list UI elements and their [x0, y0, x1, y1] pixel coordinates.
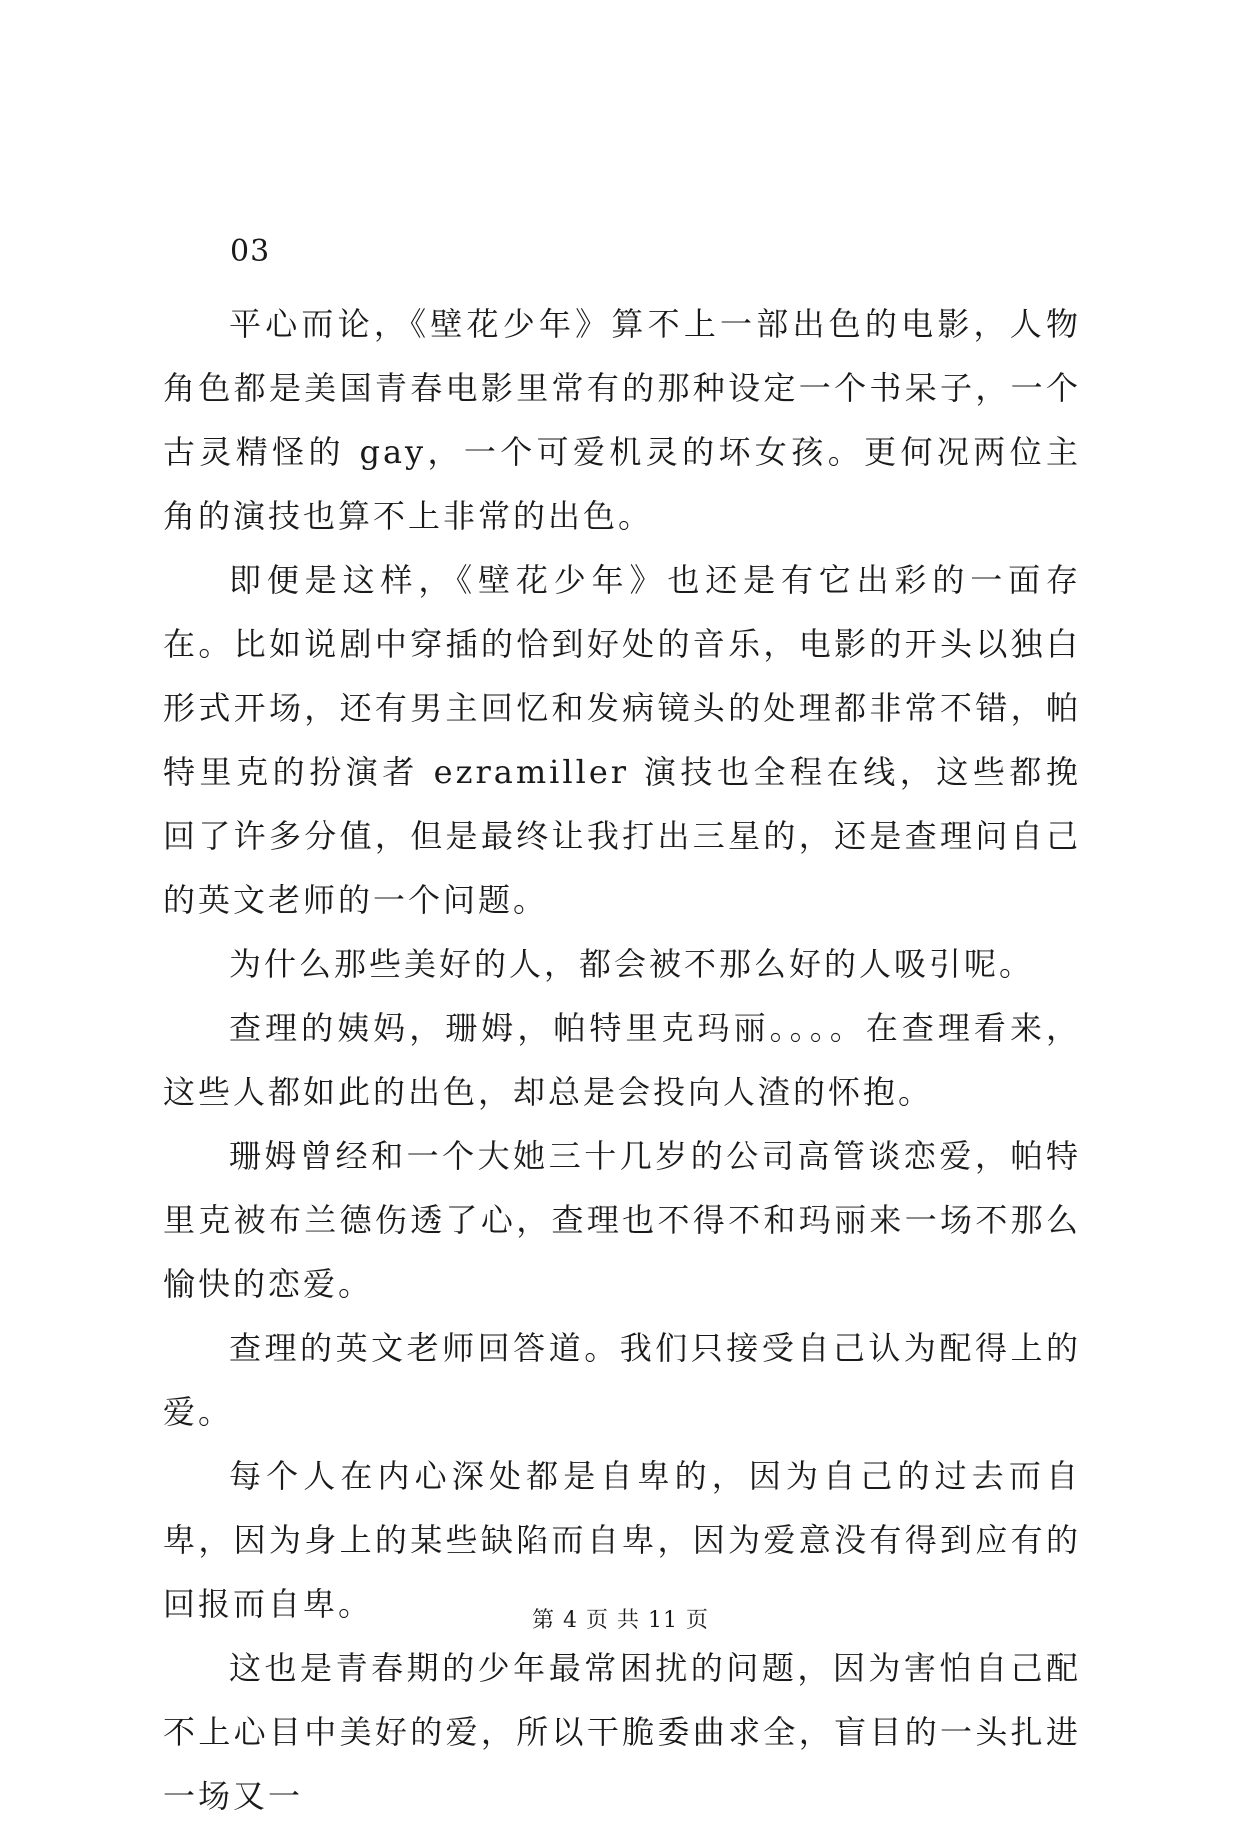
- paragraph: 每个人在内心深处都是自卑的，因为自己的过去而自卑，因为身上的某些缺陷而自卑，因为爱意没有得到应有的回报而自卑。: [163, 1457, 1081, 1623]
- paragraph: 查理的英文老师回答道。我们只接受自己认为配得上的爱。: [163, 1329, 1081, 1431]
- paragraph: 查理的姨妈，珊姆，帕特里克玛丽。。。。在查理看来，这些人都如此的出色，却总是会投向人渣的怀抱。: [163, 1009, 1081, 1111]
- paragraph: 这也是青春期的少年最常困扰的问题，因为害怕自己配不上心目中美好的爱，所以干脆委曲求全，盲目的一头扎进一场又一: [163, 1649, 1081, 1815]
- paragraph: 为什么那些美好的人，都会被不那么好的人吸引呢。: [229, 945, 1035, 983]
- paragraph: 珊姆曾经和一个大她三十几岁的公司高管谈恋爱，帕特里克被布兰德伤透了心，查理也不得不和玛丽来一场不那么愉快的恋爱。: [163, 1137, 1081, 1303]
- paragraph: 即便是这样，《壁花少年》也还是有它出彩的一面存在。比如说剧中穿插的恰到好处的音乐，电影的开头以独白形式开场，还有男主回忆和发病镜头的处理都非常不错，帕特里克的扮演者 ezramiller 演技也全程在线，这些都挽回了许多分值，但是最终让我打出三星的，还是查理问自己的英文老师的一个问题。: [163, 561, 1081, 919]
- paragraph: 平心而论，《壁花少年》算不上一部出色的电影，人物角色都是美国青春电影里常有的那种设定一个书呆子，一个古灵精怪的 gay，一个可爱机灵的坏女孩。更何况两位主角的演技也算不上非常的出色。: [163, 305, 1081, 535]
- section-number: 03: [230, 234, 271, 269]
- page-footer: 第 4 页 共 11 页: [532, 1608, 709, 1633]
- body-text: [163, 292, 1081, 1828]
